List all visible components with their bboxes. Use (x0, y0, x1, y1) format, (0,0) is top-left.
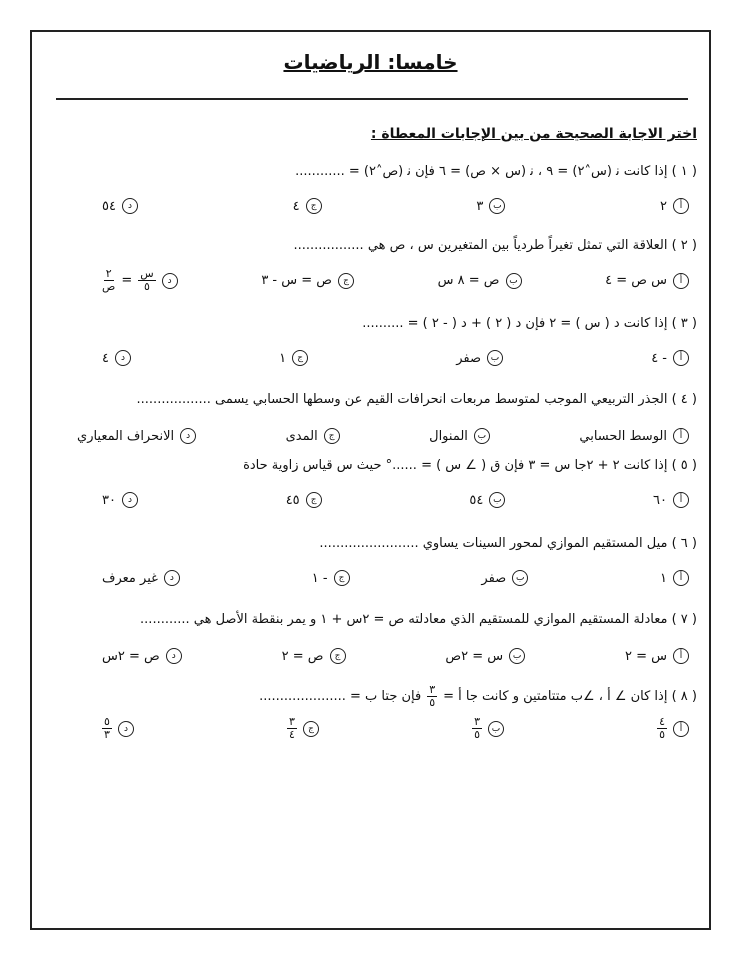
option-text: الوسط الحسابي (579, 428, 667, 444)
option-b[interactable] (429, 428, 490, 444)
option-c[interactable] (287, 716, 319, 741)
option-d[interactable] (102, 198, 138, 214)
option-a[interactable] (605, 273, 689, 289)
option-mark: أ (673, 198, 689, 214)
option-text: ٤ (292, 198, 300, 214)
option-text: = (121, 273, 133, 288)
options-2 (102, 268, 689, 293)
option-mark: ج (330, 648, 346, 664)
option-mark: ج (292, 350, 308, 366)
option-text: س = ٢ص (445, 648, 504, 664)
option-text: الانحراف المعياري (77, 428, 175, 444)
option-b[interactable] (438, 273, 522, 289)
question-7: ( ٧ ) معادلة المستقيم الموازي للمستقيم الذي معادلته ص = ٢س + ١ و يمر بنقطة الأصل هي ............ (140, 612, 697, 627)
option-b[interactable] (445, 648, 525, 664)
option-a[interactable] (653, 492, 689, 508)
question-text-tail: فإن جتا ب = ..................... (259, 689, 422, 704)
option-text: - ٤ (651, 350, 667, 366)
option-text: س = ٢ (624, 648, 667, 664)
option-d[interactable] (102, 350, 131, 366)
option-c[interactable] (282, 648, 346, 664)
fraction-numerator: ٢ (105, 267, 112, 280)
option-text: ٤ (102, 350, 109, 366)
options-3 (102, 350, 689, 366)
option-mark: د (122, 198, 138, 214)
option-text: صفر (456, 350, 482, 366)
option-text: ص = ٢ (281, 648, 324, 664)
option-mark: د (180, 428, 196, 444)
option-b[interactable] (456, 350, 503, 366)
option-mark: أ (673, 428, 689, 444)
option-text: ص = س - ٣ (261, 273, 332, 288)
option-mark: ج (306, 198, 322, 214)
instruction: اختر الاجابة الصحيحة من بين الإجابات المعطاة : (370, 126, 697, 142)
option-b[interactable] (472, 716, 504, 741)
option-text: ١ (279, 350, 287, 366)
option-mark: ب (487, 350, 503, 366)
fraction-numerator: ٣ (474, 715, 480, 728)
option-d[interactable] (77, 428, 196, 444)
option-a[interactable] (651, 350, 689, 366)
option-mark: أ (673, 492, 689, 508)
divider (56, 98, 688, 100)
option-b[interactable] (476, 198, 505, 214)
option-mark: ب (474, 428, 490, 444)
option-mark: ب (489, 492, 505, 508)
option-text: ٢ (660, 198, 667, 214)
option-mark: ب (488, 721, 504, 737)
option-text: ٥٤ (469, 492, 484, 508)
option-mark: د (118, 721, 134, 737)
option-mark: ج (338, 273, 354, 289)
option-text: - ١ (311, 570, 328, 586)
question-4: ( ٤ ) الجذر التربيعي الموجب لمتوسط مربعات انحرافات القيم عن وسطها الحسابي يسمى .................. (136, 392, 697, 407)
option-b[interactable] (469, 492, 505, 508)
option-mark: أ (673, 350, 689, 366)
option-d[interactable] (102, 570, 180, 586)
question-2: ( ٢ ) العلاقة التي تمثل تغيراً طردياً بين المتغيرين س ، ص هي ................. (293, 238, 697, 253)
options-8 (102, 716, 689, 741)
fraction-numerator: ٤ (659, 715, 665, 728)
option-mark: د (122, 492, 138, 508)
options-1 (102, 198, 689, 214)
fraction-denominator: ٥ (659, 728, 665, 741)
option-text: المنوال (429, 428, 468, 444)
fraction-numerator: س (140, 267, 154, 280)
option-c[interactable] (261, 273, 354, 289)
page-frame (30, 30, 711, 930)
fraction (472, 716, 482, 741)
option-d[interactable] (102, 716, 134, 741)
option-c[interactable] (286, 492, 322, 508)
fraction-denominator: ٥ (429, 696, 436, 709)
option-mark: د (115, 350, 131, 366)
option-d[interactable] (102, 648, 182, 664)
option-text: ٤٥ (285, 492, 300, 508)
option-mark: ب (509, 648, 525, 664)
fraction-denominator: ٥ (474, 728, 480, 741)
option-mark: أ (673, 721, 689, 737)
option-a[interactable] (657, 716, 689, 741)
option-text: س ص = ٤ (605, 273, 667, 288)
option-mark: أ (673, 570, 689, 586)
fraction (138, 268, 155, 293)
option-a[interactable] (579, 428, 689, 444)
option-text: المدى (285, 428, 318, 444)
question-text: ( ٨ ) إذا كان ∠ أ ، ∠ب متتامتين و كانت جا أ = (443, 689, 697, 704)
option-mark: د (162, 273, 178, 289)
question-6: ( ٦ ) ميل المستقيم الموازي لمحور السينات يساوي ........................ (319, 536, 697, 551)
option-mark: ج (303, 721, 319, 737)
option-a[interactable] (660, 198, 689, 214)
option-text: ٥٤ (102, 198, 116, 214)
option-d[interactable] (102, 492, 138, 508)
option-text: ١ (660, 570, 667, 586)
option-mark: ب (506, 273, 522, 289)
fraction-denominator: ٥ (144, 280, 150, 293)
option-text: صفر (481, 570, 507, 586)
page-title: خامسا: الرياضيات (283, 50, 458, 74)
option-text: ٣٠ (102, 492, 116, 508)
option-text: ص = ٢س (102, 648, 160, 664)
option-d[interactable] (102, 268, 178, 293)
fraction (287, 716, 297, 741)
option-mark: ب (512, 570, 528, 586)
fraction-numerator: ٣ (289, 715, 295, 728)
fraction (657, 716, 667, 741)
option-a[interactable] (625, 648, 689, 664)
option-c[interactable] (279, 350, 308, 366)
option-text: ٣ (476, 198, 484, 214)
fraction-denominator: ٣ (104, 728, 110, 741)
options-7 (102, 648, 689, 664)
option-b[interactable] (481, 570, 528, 586)
option-c[interactable] (312, 570, 350, 586)
option-mark: د (164, 570, 180, 586)
fraction-numerator: ٥ (104, 715, 110, 728)
option-mark: ج (334, 570, 350, 586)
question-1: ( ١ ) إذا كانت ﻧ (س˄٢) = ٩ ، ﻧ (س × ص) = ٦ فإن ﻧ (ص˄٢) = ............ (295, 164, 697, 179)
fraction (102, 268, 115, 293)
fraction (427, 684, 437, 709)
options-4 (77, 428, 689, 444)
options-6 (102, 570, 689, 586)
question-3: ( ٣ ) إذا كانت د ( س ) = ٢ فإن د ( ٢ ) + د ( - ٢ ) = .......... (362, 316, 697, 331)
fraction (102, 716, 112, 741)
question-5: ( ٥ ) إذا كانت ٢ + ٢جا س = ٣ فإن ق ( ∠ س ) = ......° حيث س قياس زاوية حادة (243, 458, 697, 473)
option-mark: أ (673, 273, 689, 289)
fraction-numerator: ٣ (429, 683, 436, 696)
option-text: ٦٠ (653, 492, 667, 508)
option-c[interactable] (286, 428, 340, 444)
option-mark: ب (489, 198, 505, 214)
question-8 (259, 684, 697, 709)
option-c[interactable] (293, 198, 322, 214)
options-5 (102, 492, 689, 508)
option-text: غير معرف (102, 570, 158, 586)
option-mark: د (166, 648, 182, 664)
option-a[interactable] (660, 570, 689, 586)
option-text: ص = ٨ س (437, 273, 500, 288)
option-mark: ج (306, 492, 322, 508)
option-mark: أ (673, 648, 689, 664)
option-mark: ج (324, 428, 340, 444)
fraction-denominator: ٤ (289, 728, 295, 741)
fraction-denominator: ص (102, 280, 116, 293)
